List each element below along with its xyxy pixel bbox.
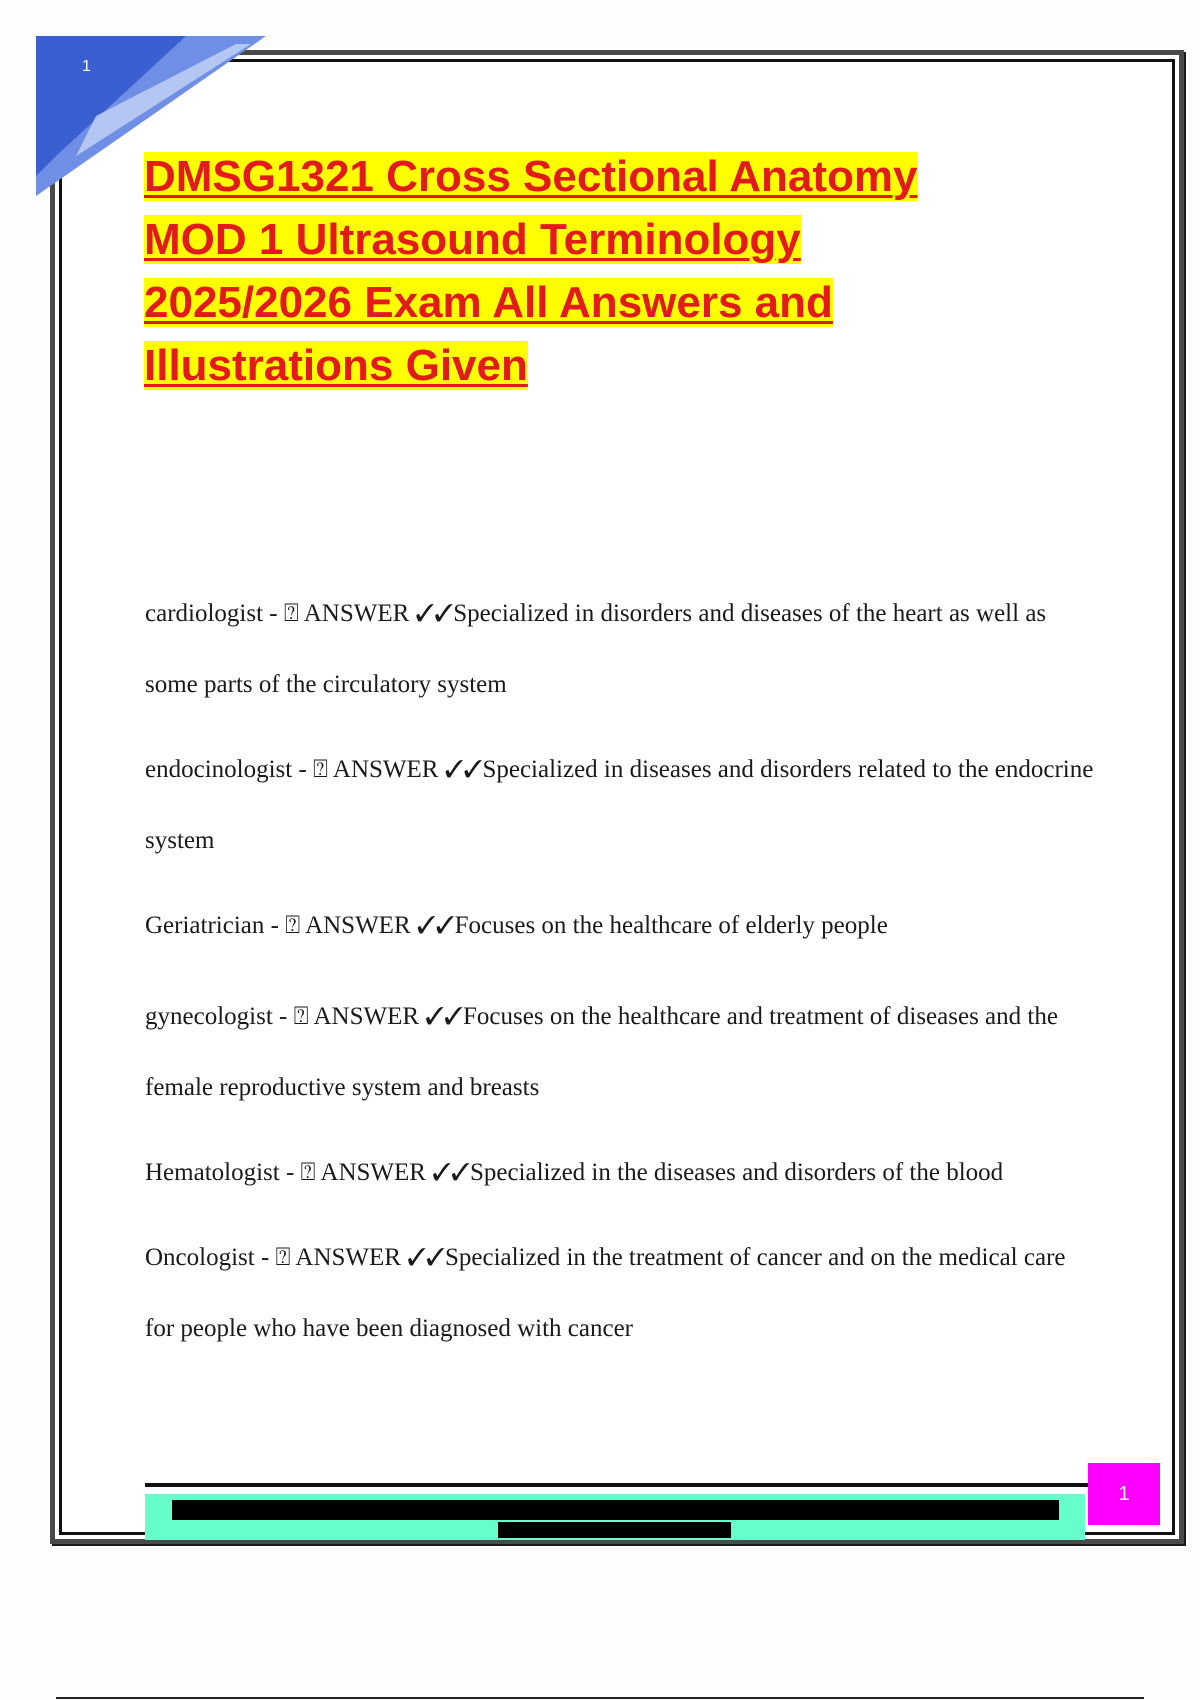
qa-entry-cardiologist: cardiologist - ⍰ ANSWER ✓✓Specialized in disorders and diseases of the heart as well as some parts of the circulatory system <box>145 600 1047 698</box>
qa-entry-endocrinologist: endocinologist - ⍰ ANSWER ✓✓Specialized in diseases and disorders related to the endocrine system <box>145 756 1094 854</box>
title-line-3: 2025/2026 Exam All Answers and <box>144 278 833 327</box>
footer-rule <box>145 1483 1090 1487</box>
qa-entry-gynecologist: gynecologist - ⍰ ANSWER ✓✓Focuses on the healthcare and treatment of diseases and the female reproductive system and breasts <box>145 1003 1058 1101</box>
bottom-divider <box>56 1697 1144 1699</box>
title-line-4: Illustrations Given <box>144 341 528 390</box>
corner-page-number: 1 <box>82 58 91 75</box>
title-line-1: DMSG1321 Cross Sectional Anatomy <box>144 152 918 201</box>
footer-redaction-bar-small <box>498 1522 731 1538</box>
title-line-2: MOD 1 Ultrasound Terminology <box>144 215 801 264</box>
qa-entry-oncologist: Oncologist - ⍰ ANSWER ✓✓Specialized in the treatment of cancer and on the medical care for people who have been diagnosed with cancer <box>145 1244 1066 1342</box>
qa-entry-hematologist: Hematologist - ⍰ ANSWER ✓✓Specialized in the diseases and disorders of the blood <box>145 1159 1004 1186</box>
document-title <box>144 145 1044 397</box>
qa-entry-geriatrician: Geriatrician - ⍰ ANSWER ✓✓Focuses on the healthcare of elderly people <box>145 912 888 939</box>
footer-redaction-bar <box>172 1500 1059 1520</box>
page-number-badge: 1 <box>1088 1463 1160 1525</box>
qa-list <box>145 578 1095 1378</box>
